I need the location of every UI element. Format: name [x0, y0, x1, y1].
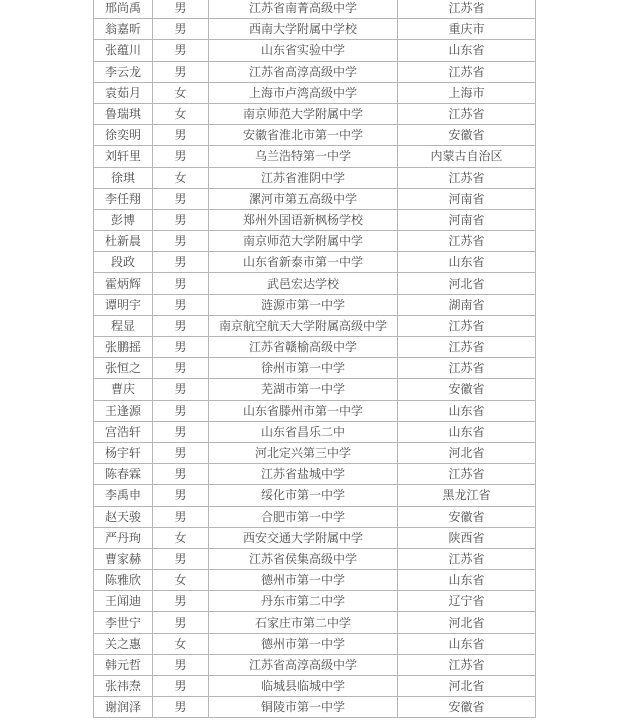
gender-cell: 男 — [153, 273, 209, 294]
student-name-cell: 翁嘉昕 — [94, 19, 153, 40]
school-cell: 南京师范大学附属中学 — [209, 103, 398, 124]
gender-cell: 男 — [153, 125, 209, 146]
student-name-cell: 李世宁 — [94, 612, 153, 633]
province-cell: 黑龙江省 — [398, 485, 536, 506]
province-cell: 江苏省 — [398, 548, 536, 569]
table-row — [94, 591, 536, 612]
school-cell: 西南大学附属中学校 — [209, 19, 398, 40]
table-row — [94, 358, 536, 379]
province-cell: 河北省 — [398, 273, 536, 294]
school-cell: 山东省新泰市第一中学 — [209, 252, 398, 273]
province-cell: 河北省 — [398, 676, 536, 697]
school-cell: 武邑宏达学校 — [209, 273, 398, 294]
province-cell: 安徽省 — [398, 379, 536, 400]
table-row — [94, 294, 536, 315]
table-row — [94, 421, 536, 442]
province-cell: 内蒙古自治区 — [398, 146, 536, 167]
student-name-cell: 彭博 — [94, 209, 153, 230]
province-cell: 河南省 — [398, 188, 536, 209]
school-cell: 南京师范大学附属中学 — [209, 231, 398, 252]
gender-cell: 男 — [153, 315, 209, 336]
table-row — [94, 40, 536, 61]
gender-cell: 男 — [153, 591, 209, 612]
province-cell: 山东省 — [398, 633, 536, 654]
table-row — [94, 570, 536, 591]
school-cell: 郑州外国语新枫杨学校 — [209, 209, 398, 230]
gender-cell: 男 — [153, 612, 209, 633]
school-cell: 芜湖市第一中学 — [209, 379, 398, 400]
school-cell: 江苏省侯集高级中学 — [209, 548, 398, 569]
province-cell: 江苏省 — [398, 358, 536, 379]
table-row — [94, 337, 536, 358]
student-roster-table — [93, 0, 536, 718]
school-cell: 山东省滕州市第一中学 — [209, 400, 398, 421]
gender-cell: 男 — [153, 61, 209, 82]
table-row — [94, 400, 536, 421]
table-row — [94, 379, 536, 400]
province-cell: 江苏省 — [398, 464, 536, 485]
gender-cell: 男 — [153, 294, 209, 315]
student-name-cell: 曹庆 — [94, 379, 153, 400]
student-name-cell: 刘轩里 — [94, 146, 153, 167]
gender-cell: 男 — [153, 548, 209, 569]
table-row — [94, 167, 536, 188]
table-row — [94, 485, 536, 506]
student-name-cell: 严丹珣 — [94, 527, 153, 548]
gender-cell: 男 — [153, 654, 209, 675]
gender-cell: 男 — [153, 19, 209, 40]
school-cell: 涟源市第一中学 — [209, 294, 398, 315]
province-cell: 江苏省 — [398, 167, 536, 188]
table-row — [94, 506, 536, 527]
school-cell: 绥化市第一中学 — [209, 485, 398, 506]
table-row — [94, 548, 536, 569]
province-cell: 河北省 — [398, 442, 536, 463]
gender-cell: 男 — [153, 421, 209, 442]
province-cell: 山东省 — [398, 252, 536, 273]
province-cell: 江苏省 — [398, 315, 536, 336]
student-name-cell: 张恒之 — [94, 358, 153, 379]
student-name-cell: 陈雅欣 — [94, 570, 153, 591]
student-name-cell: 徐琪 — [94, 167, 153, 188]
table-row — [94, 676, 536, 697]
province-cell: 安徽省 — [398, 697, 536, 718]
student-name-cell: 张鹏摇 — [94, 337, 153, 358]
school-cell: 德州市第一中学 — [209, 570, 398, 591]
student-name-cell: 张蕴川 — [94, 40, 153, 61]
table-row — [94, 633, 536, 654]
student-name-cell: 谭明宇 — [94, 294, 153, 315]
gender-cell: 女 — [153, 633, 209, 654]
table-row — [94, 209, 536, 230]
student-name-cell: 赵天骏 — [94, 506, 153, 527]
school-cell: 江苏省赣榆高级中学 — [209, 337, 398, 358]
student-name-cell: 霍炳辉 — [94, 273, 153, 294]
province-cell: 山东省 — [398, 40, 536, 61]
province-cell: 江苏省 — [398, 231, 536, 252]
school-cell: 江苏省南菁高级中学 — [209, 0, 398, 19]
student-name-cell: 关之惠 — [94, 633, 153, 654]
province-cell: 上海市 — [398, 82, 536, 103]
school-cell: 山东省实验中学 — [209, 40, 398, 61]
province-cell: 山东省 — [398, 570, 536, 591]
province-cell: 江苏省 — [398, 61, 536, 82]
gender-cell: 男 — [153, 188, 209, 209]
gender-cell: 男 — [153, 40, 209, 61]
student-name-cell: 邢尚禹 — [94, 0, 153, 19]
province-cell: 重庆市 — [398, 19, 536, 40]
province-cell: 辽宁省 — [398, 591, 536, 612]
table-row — [94, 146, 536, 167]
school-cell: 江苏省高淳高级中学 — [209, 654, 398, 675]
province-cell: 安徽省 — [398, 125, 536, 146]
table-row — [94, 125, 536, 146]
table-row — [94, 103, 536, 124]
province-cell: 陕西省 — [398, 527, 536, 548]
gender-cell: 男 — [153, 209, 209, 230]
gender-cell: 男 — [153, 400, 209, 421]
student-name-cell: 程显 — [94, 315, 153, 336]
table-row — [94, 442, 536, 463]
gender-cell: 女 — [153, 527, 209, 548]
school-cell: 铜陵市第一中学 — [209, 697, 398, 718]
student-name-cell: 李云龙 — [94, 61, 153, 82]
gender-cell: 男 — [153, 506, 209, 527]
student-name-cell: 段政 — [94, 252, 153, 273]
student-roster-body — [94, 0, 536, 718]
school-cell: 江苏省高淳高级中学 — [209, 61, 398, 82]
table-row — [94, 188, 536, 209]
province-cell: 江苏省 — [398, 0, 536, 19]
student-name-cell: 徐奕明 — [94, 125, 153, 146]
student-name-cell: 宫浩轩 — [94, 421, 153, 442]
gender-cell: 女 — [153, 103, 209, 124]
student-name-cell: 袁茹月 — [94, 82, 153, 103]
student-name-cell: 陈春霖 — [94, 464, 153, 485]
gender-cell: 男 — [153, 231, 209, 252]
school-cell: 河北定兴第三中学 — [209, 442, 398, 463]
province-cell: 山东省 — [398, 400, 536, 421]
school-cell: 西安交通大学附属中学 — [209, 527, 398, 548]
province-cell: 山东省 — [398, 421, 536, 442]
school-cell: 安徽省淮北市第一中学 — [209, 125, 398, 146]
table-row — [94, 527, 536, 548]
student-name-cell: 李任翔 — [94, 188, 153, 209]
gender-cell: 男 — [153, 146, 209, 167]
table-row — [94, 61, 536, 82]
student-name-cell: 杜新晨 — [94, 231, 153, 252]
school-cell: 石家庄市第二中学 — [209, 612, 398, 633]
table-row — [94, 82, 536, 103]
student-name-cell: 曹家赫 — [94, 548, 153, 569]
school-cell: 丹东市第二中学 — [209, 591, 398, 612]
student-name-cell: 张祎焘 — [94, 676, 153, 697]
gender-cell: 女 — [153, 570, 209, 591]
school-cell: 上海市卢湾高级中学 — [209, 82, 398, 103]
school-cell: 乌兰浩特第一中学 — [209, 146, 398, 167]
table-row — [94, 19, 536, 40]
table-row — [94, 231, 536, 252]
table-row — [94, 0, 536, 19]
gender-cell: 男 — [153, 358, 209, 379]
table-row — [94, 252, 536, 273]
student-name-cell: 谢润泽 — [94, 697, 153, 718]
province-cell: 安徽省 — [398, 506, 536, 527]
province-cell: 湖南省 — [398, 294, 536, 315]
gender-cell: 男 — [153, 379, 209, 400]
school-cell: 江苏省盐城中学 — [209, 464, 398, 485]
table-row — [94, 697, 536, 718]
province-cell: 江苏省 — [398, 654, 536, 675]
student-name-cell: 王逢源 — [94, 400, 153, 421]
gender-cell: 男 — [153, 485, 209, 506]
table-row — [94, 464, 536, 485]
student-name-cell: 王闻迪 — [94, 591, 153, 612]
province-cell: 河南省 — [398, 209, 536, 230]
school-cell: 临城县临城中学 — [209, 676, 398, 697]
school-cell: 南京航空航天大学附属高级中学 — [209, 315, 398, 336]
gender-cell: 女 — [153, 82, 209, 103]
school-cell: 德州市第一中学 — [209, 633, 398, 654]
table-row — [94, 612, 536, 633]
province-cell: 江苏省 — [398, 337, 536, 358]
school-cell: 江苏省淮阴中学 — [209, 167, 398, 188]
school-cell: 徐州市第一中学 — [209, 358, 398, 379]
gender-cell: 男 — [153, 252, 209, 273]
school-cell: 合肥市第一中学 — [209, 506, 398, 527]
table-row — [94, 654, 536, 675]
gender-cell: 男 — [153, 0, 209, 19]
student-name-cell: 鲁瑞琪 — [94, 103, 153, 124]
gender-cell: 男 — [153, 337, 209, 358]
gender-cell: 男 — [153, 442, 209, 463]
gender-cell: 男 — [153, 464, 209, 485]
gender-cell: 男 — [153, 697, 209, 718]
gender-cell: 男 — [153, 676, 209, 697]
table-row — [94, 315, 536, 336]
province-cell: 河北省 — [398, 612, 536, 633]
school-cell: 山东省昌乐二中 — [209, 421, 398, 442]
school-cell: 漯河市第五高级中学 — [209, 188, 398, 209]
student-name-cell: 杨宇轩 — [94, 442, 153, 463]
table-row — [94, 273, 536, 294]
gender-cell: 女 — [153, 167, 209, 188]
province-cell: 江苏省 — [398, 103, 536, 124]
student-name-cell: 韩元哲 — [94, 654, 153, 675]
student-name-cell: 李禹申 — [94, 485, 153, 506]
